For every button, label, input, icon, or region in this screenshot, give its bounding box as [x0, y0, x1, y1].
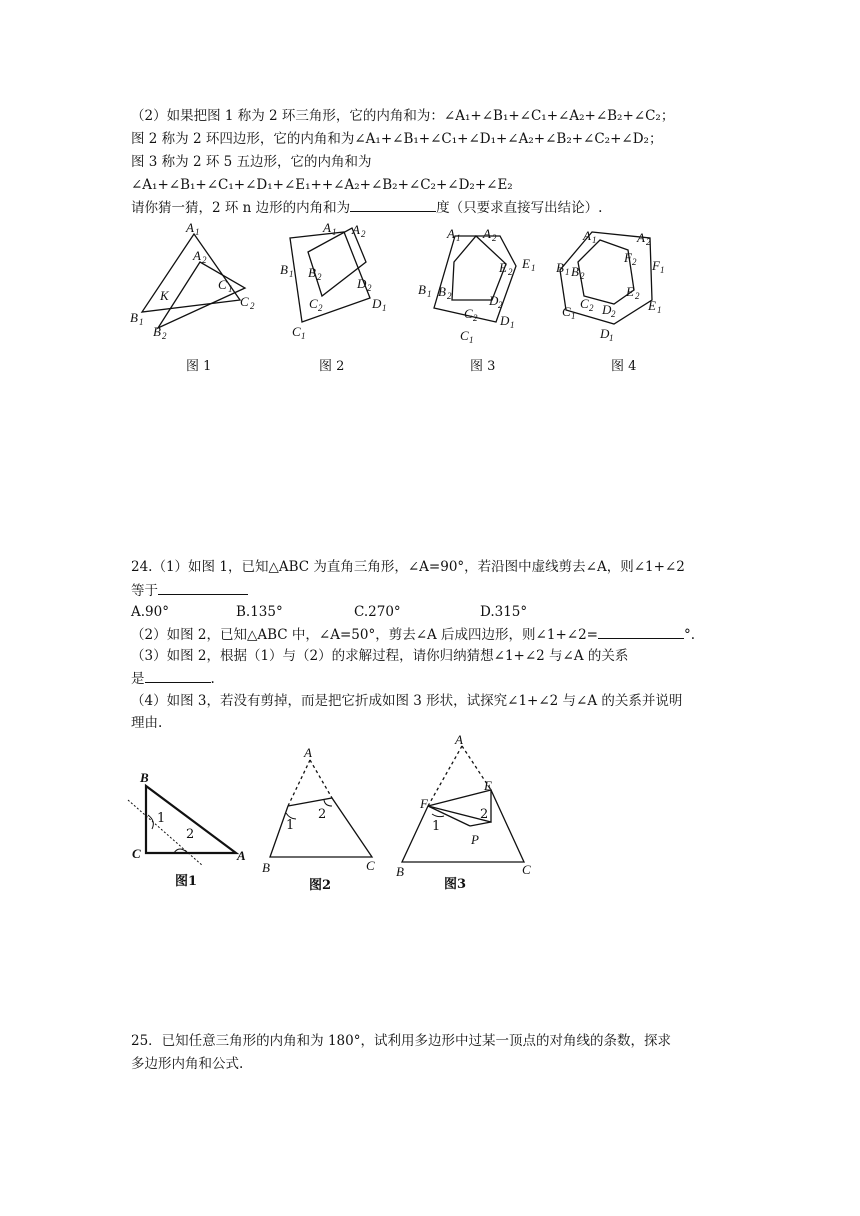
label-c: C — [132, 846, 141, 861]
sub-2: 2 — [611, 309, 616, 319]
q24-line-5-post: . — [210, 671, 215, 687]
angle-2-label: 2 — [318, 807, 327, 822]
q24-figure-1 — [128, 786, 236, 866]
q24-line-4: （3）如图 2，根据（1）与（2）的求解过程，请你归纳猜想∠1+∠2 与∠A 的关系 — [131, 648, 629, 664]
label-b: B — [140, 770, 149, 785]
sub-2: 2 — [589, 303, 594, 313]
sub-2: 2 — [250, 301, 255, 311]
q23-line-3: 图 3 称为 2 环 5 五边形，它的内角和为 — [131, 154, 372, 170]
caption-fig1: 图 1 — [186, 359, 212, 374]
sub-1: 1 — [427, 289, 432, 299]
sub-1: 1 — [332, 227, 337, 237]
q23-line-1: （2）如果把图 1 称为 2 环三角形，它的内角和为：∠A₁+∠B₁+∠C₁+∠A₂+∠B₂+∠C₂； — [131, 108, 675, 124]
sub-2: 2 — [367, 283, 372, 293]
label-c2: C — [580, 296, 589, 311]
label-c2: C — [464, 306, 473, 321]
sub-1: 1 — [660, 265, 665, 275]
sub-2: 2 — [492, 233, 497, 243]
sub-2: 2 — [318, 303, 323, 313]
label-b: B — [396, 864, 404, 879]
q24-line-3-pre: （2）如图 2，已知△ABC 中，∠A=50°，剪去∠A 后成四边形，则∠1+∠2= — [131, 627, 598, 643]
q23-line-4: ∠A₁+∠B₁+∠C₁+∠D₁+∠E₁++∠A₂+∠B₂+∠C₂+∠D₂+∠E₂ — [131, 177, 513, 193]
label-a1: A — [323, 220, 331, 235]
option-d: D.315° — [480, 604, 528, 620]
angle-2-label: 2 — [480, 807, 489, 822]
sub-2: 2 — [498, 300, 503, 310]
sub-2: 2 — [162, 331, 167, 341]
label-d2: D — [602, 302, 612, 317]
label-c2: C — [240, 294, 249, 309]
sub-1: 1 — [382, 303, 387, 313]
label-a: A — [455, 732, 463, 747]
label-d1: D — [500, 313, 510, 328]
label-b: B — [262, 860, 270, 875]
label-a1: A — [583, 228, 591, 243]
label-a2: A — [483, 226, 491, 241]
angle-1-label: 1 — [432, 819, 441, 834]
q24-line-3-post: °. — [683, 627, 696, 643]
sub-1: 1 — [571, 311, 576, 321]
q24-line-7: 理由. — [131, 715, 163, 731]
label-f: F — [420, 796, 428, 811]
label-b2: B — [308, 265, 316, 280]
label-e1: E — [522, 256, 530, 271]
option-c: C.270° — [354, 604, 401, 620]
sub-1: 1 — [456, 233, 461, 243]
label-c: C — [522, 862, 531, 877]
label-d1: D — [600, 326, 610, 341]
option-b: B.135° — [236, 604, 283, 620]
q23-line-2: 图 2 称为 2 环四边形，它的内角和为∠A₁+∠B₁+∠C₁+∠D₁+∠A₂+∠B₂+∠C₂+∠D₂； — [131, 131, 663, 147]
label-e: E — [484, 778, 492, 793]
sub-1: 1 — [195, 227, 200, 237]
sub-2: 2 — [317, 272, 322, 282]
sub-1: 1 — [139, 317, 144, 327]
sub-1: 1 — [565, 267, 570, 277]
q23-figure-3 — [434, 236, 516, 322]
sub-2: 2 — [361, 229, 366, 239]
label-b1: B — [130, 310, 138, 325]
sub-1: 1 — [301, 331, 306, 341]
sub-1: 1 — [289, 269, 294, 279]
sub-1: 1 — [510, 320, 515, 330]
q24-line-2-text: 等于 — [131, 583, 158, 599]
q24-line-1: 24.（1）如图 1，已知△ABC 为直角三角形，∠A=90°，若沿图中虚线剪去∠A，则∠1+∠2 — [131, 559, 685, 575]
sub-2: 2 — [580, 271, 585, 281]
label-f1: F — [652, 258, 660, 273]
label-b1: B — [280, 262, 288, 277]
label-b2: B — [571, 264, 579, 279]
caption-q24-fig1: 图1 — [175, 874, 198, 889]
label-b2: B — [438, 284, 446, 299]
label-c2: C — [309, 296, 318, 311]
label-b1: B — [418, 282, 426, 297]
q23-line-5-pre: 请你猜一猜，2 环 n 边形的内角和为 — [131, 200, 351, 216]
label-c1: C — [460, 328, 469, 343]
label-e2: E — [626, 284, 634, 299]
label-a: A — [304, 745, 312, 760]
sub-1: 1 — [531, 263, 536, 273]
sub-1: 1 — [228, 284, 233, 294]
sub-1: 1 — [657, 305, 662, 315]
label-d2: D — [357, 276, 367, 291]
sub-2: 2 — [632, 257, 637, 267]
caption-fig4: 图 4 — [611, 359, 637, 374]
label-a1: A — [447, 226, 455, 241]
caption-fig3: 图 3 — [470, 359, 496, 374]
q24-line-5-pre: 是 — [131, 671, 145, 687]
angle-2-label: 2 — [186, 827, 195, 842]
label-e2: E — [499, 260, 507, 275]
label-a2: A — [637, 230, 645, 245]
label-e1: E — [648, 298, 656, 313]
sub-1: 1 — [469, 335, 474, 345]
sub-1: 1 — [592, 235, 597, 245]
sub-2: 2 — [635, 291, 640, 301]
sub-2: 2 — [447, 291, 452, 301]
label-b1: B — [556, 260, 564, 275]
sub-2: 2 — [202, 255, 207, 265]
sub-1: 1 — [609, 333, 614, 343]
caption-fig2: 图 2 — [319, 359, 345, 374]
label-a2: A — [352, 222, 360, 237]
label-c: C — [366, 858, 375, 873]
caption-q24-fig2: 图2 — [309, 878, 332, 893]
label-f2: F — [624, 250, 632, 265]
caption-q24-fig3: 图3 — [444, 877, 467, 892]
q24-line-6: （4）如图 3，若没有剪掉，而是把它折成如图 3 形状，试探究∠1+∠2 与∠A 的关系并说明 — [131, 693, 683, 709]
option-a: A.90° — [131, 604, 169, 620]
label-c1: C — [292, 324, 301, 339]
label-k: K — [160, 288, 169, 303]
label-p: P — [471, 832, 479, 847]
q25-line-1: 25．已知任意三角形的内角和为 180°，试利用多边形中过某一顶点的对角线的条数，探求 — [131, 1033, 671, 1049]
label-b2: B — [153, 324, 161, 339]
sub-2: 2 — [646, 237, 651, 247]
q23-line-5-post: 度（只要求直接写出结论）. — [436, 200, 603, 216]
label-a1: A — [186, 220, 194, 235]
sub-2: 2 — [473, 313, 478, 323]
q23-figure-2 — [290, 228, 370, 322]
angle-1-label: 1 — [157, 811, 166, 826]
label-a2: A — [193, 248, 201, 263]
label-a: A — [237, 848, 246, 863]
label-d2: D — [489, 293, 499, 308]
q25-line-2: 多边形内角和公式. — [131, 1056, 244, 1072]
label-c1: C — [218, 277, 227, 292]
label-c1: C — [562, 304, 571, 319]
angle-1-label: 1 — [286, 818, 295, 833]
sub-2: 2 — [508, 267, 513, 277]
label-d1: D — [372, 296, 382, 311]
